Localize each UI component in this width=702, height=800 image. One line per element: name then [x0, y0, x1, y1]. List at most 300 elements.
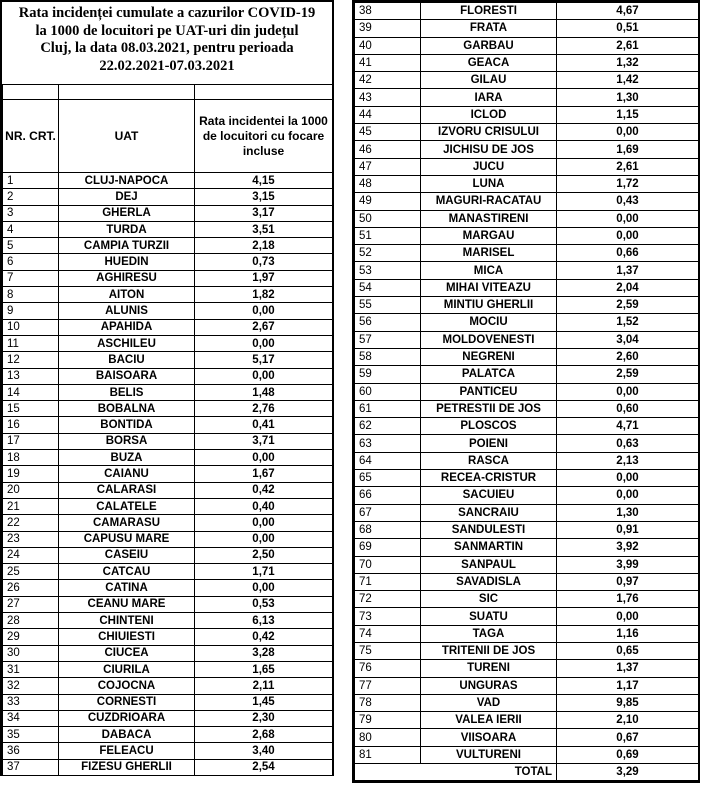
table-row: [3, 221, 333, 237]
row-number: 10: [3, 319, 59, 335]
table-row: [3, 498, 333, 514]
table-row: [355, 210, 699, 227]
row-number: 26: [3, 580, 59, 596]
incidence-rate: 2,50: [195, 547, 333, 563]
table-row: [3, 433, 333, 449]
uat-name: POIENI: [421, 435, 557, 452]
uat-name: HUEDIN: [59, 254, 195, 270]
left-table-panel: [0, 0, 334, 776]
uat-name: CATCAU: [59, 564, 195, 580]
row-number: 35: [3, 727, 59, 743]
table-row: [3, 303, 333, 319]
uat-name: UNGURAS: [421, 677, 557, 694]
uat-name: CAIANU: [59, 466, 195, 482]
uat-name: JUCU: [421, 158, 557, 175]
table-row: [3, 743, 333, 759]
row-number: 73: [355, 608, 421, 625]
uat-name: IARA: [421, 89, 557, 106]
incidence-rate: 0,53: [195, 596, 333, 612]
row-number: 46: [355, 141, 421, 158]
table-row: [355, 193, 699, 210]
row-number: 22: [3, 515, 59, 531]
row-number: 72: [355, 591, 421, 608]
row-number: 49: [355, 193, 421, 210]
uat-name: VALEA IERII: [421, 712, 557, 729]
row-number: 33: [3, 694, 59, 710]
row-number: 79: [355, 712, 421, 729]
right-table-panel: [352, 0, 700, 783]
incidence-rate: 0,00: [557, 124, 699, 141]
table-row: [3, 531, 333, 547]
row-number: 9: [3, 303, 59, 319]
row-number: 24: [3, 547, 59, 563]
uat-name: PALATCA: [421, 366, 557, 383]
incidence-rate: 1,42: [557, 72, 699, 89]
table-row: [355, 279, 699, 296]
incidence-rate: 9,85: [557, 694, 699, 711]
table-row: [355, 314, 699, 331]
uat-name: VULTURENI: [421, 746, 557, 763]
incidence-rate: 1,67: [195, 466, 333, 482]
row-number: 78: [355, 694, 421, 711]
uat-name: DABACA: [59, 727, 195, 743]
table-row: [3, 759, 333, 775]
row-number: 3: [3, 205, 59, 221]
uat-name: MAGURI-RACATAU: [421, 193, 557, 210]
table-row: [3, 238, 333, 254]
incidence-rate: 2,10: [557, 712, 699, 729]
uat-name: PLOSCOS: [421, 418, 557, 435]
table-row: [355, 591, 699, 608]
table-row: [355, 677, 699, 694]
uat-name: TAGA: [421, 625, 557, 642]
uat-name: CHIUIESTI: [59, 629, 195, 645]
incidence-rate: 2,61: [557, 158, 699, 175]
row-number: 16: [3, 417, 59, 433]
table-row: [3, 254, 333, 270]
incidence-rate: 0,43: [557, 193, 699, 210]
uat-name: TRITENII DE JOS: [421, 642, 557, 659]
total-label: TOTAL: [355, 764, 557, 781]
uat-name: GARBAU: [421, 37, 557, 54]
row-number: 45: [355, 124, 421, 141]
uat-name: FLORESTI: [421, 3, 557, 20]
uat-name: CALARASI: [59, 482, 195, 498]
table-row: [3, 727, 333, 743]
total-row: [355, 764, 699, 781]
row-number: 43: [355, 89, 421, 106]
incidence-rate: 0,73: [195, 254, 333, 270]
uat-name: VAD: [421, 694, 557, 711]
uat-name: FELEACU: [59, 743, 195, 759]
row-number: 11: [3, 335, 59, 351]
incidence-rate: 3,04: [557, 331, 699, 348]
row-number: 31: [3, 661, 59, 677]
row-number: 60: [355, 383, 421, 400]
incidence-rate: 0,00: [557, 210, 699, 227]
table-row: [355, 106, 699, 123]
row-number: 50: [355, 210, 421, 227]
incidence-rate: 1,30: [557, 89, 699, 106]
table-row: [3, 368, 333, 384]
table-row: [3, 384, 333, 400]
incidence-rate: 0,00: [195, 515, 333, 531]
uat-name: BOBALNA: [59, 401, 195, 417]
table-row: [355, 487, 699, 504]
incidence-rate: 0,00: [557, 470, 699, 487]
uat-name: MOCIU: [421, 314, 557, 331]
row-number: 25: [3, 564, 59, 580]
incidence-rate: 0,69: [557, 746, 699, 763]
uat-name: APAHIDA: [59, 319, 195, 335]
uat-name: FRATA: [421, 20, 557, 37]
uat-name: TURDA: [59, 221, 195, 237]
uat-name: SANMARTIN: [421, 539, 557, 556]
incidence-rate: 1,71: [195, 564, 333, 580]
row-number: 53: [355, 262, 421, 279]
table-row: [3, 205, 333, 221]
incidence-rate: 0,00: [557, 383, 699, 400]
incidence-rate: 1,52: [557, 314, 699, 331]
uat-name: JICHISU DE JOS: [421, 141, 557, 158]
uat-name: CAMPIA TURZII: [59, 238, 195, 254]
table-row: [3, 515, 333, 531]
row-number: 63: [355, 435, 421, 452]
incidence-rate: 0,91: [557, 521, 699, 538]
table-row: [355, 556, 699, 573]
table-row: [355, 348, 699, 365]
incidence-rate: 0,63: [557, 435, 699, 452]
uat-name: CIURILA: [59, 661, 195, 677]
table-row: [355, 3, 699, 20]
uat-name: GHERLA: [59, 205, 195, 221]
table-row: [3, 189, 333, 205]
table-row: [3, 352, 333, 368]
row-number: 68: [355, 521, 421, 538]
incidence-rate: 0,00: [195, 368, 333, 384]
table-row: [355, 694, 699, 711]
uat-name: ASCHILEU: [59, 335, 195, 351]
incidence-rate: 0,67: [557, 729, 699, 746]
row-number: 57: [355, 331, 421, 348]
row-number: 74: [355, 625, 421, 642]
uat-name: BORSA: [59, 433, 195, 449]
incidence-rate: 0,97: [557, 573, 699, 590]
uat-name: MIHAI VITEAZU: [421, 279, 557, 296]
incidence-rate: 2,59: [557, 366, 699, 383]
uat-name: CUZDRIOARA: [59, 710, 195, 726]
incidence-rate: 6,13: [195, 613, 333, 629]
uat-name: SAVADISLA: [421, 573, 557, 590]
incidence-rate: 1,17: [557, 677, 699, 694]
table-row: [3, 482, 333, 498]
title-line: Cluj, la data 08.03.2021, pentru perioada: [40, 40, 294, 56]
incidence-rate: 1,16: [557, 625, 699, 642]
uat-name: RECEA-CRISTUR: [421, 470, 557, 487]
table-row: [355, 746, 699, 763]
uat-name: GEACA: [421, 54, 557, 71]
table-row: [355, 712, 699, 729]
row-number: 1: [3, 173, 59, 189]
incidence-rate: 1,72: [557, 175, 699, 192]
row-number: 29: [3, 629, 59, 645]
uat-name: SANCRAIU: [421, 504, 557, 521]
table-row: [3, 710, 333, 726]
title-line: 22.02.2021-07.03.2021: [99, 57, 235, 74]
uat-name: BUZA: [59, 450, 195, 466]
table-row: [355, 141, 699, 158]
table-row: [3, 596, 333, 612]
incidence-table-right: [354, 2, 699, 781]
incidence-rate: 0,00: [557, 608, 699, 625]
incidence-rate: 3,40: [195, 743, 333, 759]
row-number: 2: [3, 189, 59, 205]
incidence-rate: 2,60: [557, 348, 699, 365]
row-number: 47: [355, 158, 421, 175]
incidence-rate: 1,69: [557, 141, 699, 158]
uat-name: BONTIDA: [59, 417, 195, 433]
incidence-rate: 3,71: [195, 433, 333, 449]
row-number: 54: [355, 279, 421, 296]
row-number: 48: [355, 175, 421, 192]
table-row: [355, 418, 699, 435]
uat-name: ICLOD: [421, 106, 557, 123]
table-row: [355, 37, 699, 54]
table-row: [355, 158, 699, 175]
total-value: 3,29: [557, 764, 699, 781]
uat-name: TURENI: [421, 660, 557, 677]
header-nr-crt: NR. CRT.: [3, 100, 59, 173]
incidence-rate: 3,15: [195, 189, 333, 205]
uat-name: MICA: [421, 262, 557, 279]
incidence-rate: 4,67: [557, 3, 699, 20]
table-row: [355, 400, 699, 417]
uat-name: MARISEL: [421, 245, 557, 262]
table-row: [355, 175, 699, 192]
table-row: [355, 435, 699, 452]
row-number: 51: [355, 227, 421, 244]
row-number: 81: [355, 746, 421, 763]
incidence-rate: 3,99: [557, 556, 699, 573]
incidence-rate: 0,66: [557, 245, 699, 262]
uat-name: LUNA: [421, 175, 557, 192]
incidence-table-left: [2, 84, 333, 776]
incidence-rate: 0,00: [195, 580, 333, 596]
row-number: 37: [3, 759, 59, 775]
table-row: [355, 54, 699, 71]
row-number: 71: [355, 573, 421, 590]
document-title: [0, 0, 334, 84]
table-row: [3, 417, 333, 433]
row-number: 6: [3, 254, 59, 270]
uat-name: GILAU: [421, 72, 557, 89]
incidence-rate: 2,04: [557, 279, 699, 296]
uat-name: VIISOARA: [421, 729, 557, 746]
table-row: [355, 539, 699, 556]
row-number: 30: [3, 645, 59, 661]
table-row: [3, 335, 333, 351]
row-number: 65: [355, 470, 421, 487]
table-row: [3, 580, 333, 596]
uat-name: CHINTENI: [59, 613, 195, 629]
row-number: 77: [355, 677, 421, 694]
table-row: [3, 319, 333, 335]
incidence-rate: 1,45: [195, 694, 333, 710]
table-row: [355, 331, 699, 348]
uat-name: CAMARASU: [59, 515, 195, 531]
incidence-rate: 1,97: [195, 270, 333, 286]
row-number: 61: [355, 400, 421, 417]
table-row: [355, 504, 699, 521]
uat-name: CAPUSU MARE: [59, 531, 195, 547]
uat-name: AITON: [59, 287, 195, 303]
uat-name: FIZESU GHERLII: [59, 759, 195, 775]
uat-name: SUATU: [421, 608, 557, 625]
row-number: 27: [3, 596, 59, 612]
incidence-rate: 1,32: [557, 54, 699, 71]
row-number: 59: [355, 366, 421, 383]
incidence-rate: 2,67: [195, 319, 333, 335]
row-number: 19: [3, 466, 59, 482]
row-number: 69: [355, 539, 421, 556]
uat-name: SANDULESTI: [421, 521, 557, 538]
row-number: 70: [355, 556, 421, 573]
incidence-rate: 3,17: [195, 205, 333, 221]
row-number: 4: [3, 221, 59, 237]
table-row: [3, 401, 333, 417]
row-number: 7: [3, 270, 59, 286]
table-row: [3, 629, 333, 645]
table-row: [355, 608, 699, 625]
row-number: 12: [3, 352, 59, 368]
row-number: 23: [3, 531, 59, 547]
table-row: [355, 625, 699, 642]
incidence-rate: 2,18: [195, 238, 333, 254]
title-line: Rata incidenței cumulate a cazurilor COVID-19: [18, 5, 316, 21]
incidence-rate: 2,30: [195, 710, 333, 726]
row-number: 5: [3, 238, 59, 254]
table-row: [3, 547, 333, 563]
uat-name: CATINA: [59, 580, 195, 596]
table-row: [355, 366, 699, 383]
uat-name: COJOCNA: [59, 678, 195, 694]
table-row: [355, 660, 699, 677]
incidence-rate: 0,00: [557, 227, 699, 244]
table-row: [355, 89, 699, 106]
incidence-rate: 1,48: [195, 384, 333, 400]
incidence-rate: 2,68: [195, 727, 333, 743]
incidence-rate: 1,37: [557, 262, 699, 279]
table-row: [3, 564, 333, 580]
incidence-rate: 2,13: [557, 452, 699, 469]
row-number: 20: [3, 482, 59, 498]
header-uat: UAT: [59, 100, 195, 173]
incidence-rate: 1,30: [557, 504, 699, 521]
row-number: 67: [355, 504, 421, 521]
incidence-rate: 0,51: [557, 20, 699, 37]
uat-name: PETRESTII DE JOS: [421, 400, 557, 417]
row-number: 76: [355, 660, 421, 677]
header-rate: Rata incidentei la 1000 de locuitori cu focare incluse: [195, 100, 333, 173]
row-number: 75: [355, 642, 421, 659]
row-number: 56: [355, 314, 421, 331]
incidence-rate: 2,59: [557, 297, 699, 314]
table-row: [355, 262, 699, 279]
incidence-rate: 1,15: [557, 106, 699, 123]
row-number: 62: [355, 418, 421, 435]
row-number: 13: [3, 368, 59, 384]
table-row: [355, 452, 699, 469]
uat-name: CLUJ-NAPOCA: [59, 173, 195, 189]
row-number: 36: [3, 743, 59, 759]
row-number: 34: [3, 710, 59, 726]
incidence-rate: 0,42: [195, 482, 333, 498]
row-number: 15: [3, 401, 59, 417]
table-row: [355, 729, 699, 746]
uat-name: CALATELE: [59, 498, 195, 514]
row-number: 14: [3, 384, 59, 400]
uat-name: PANTICEU: [421, 383, 557, 400]
table-row: [355, 245, 699, 262]
title-line: la 1000 de locuitori pe UAT-uri din județul: [35, 22, 299, 39]
incidence-rate: 2,61: [557, 37, 699, 54]
row-number: 40: [355, 37, 421, 54]
incidence-rate: 4,15: [195, 173, 333, 189]
incidence-rate: 1,37: [557, 660, 699, 677]
uat-name: CEANU MARE: [59, 596, 195, 612]
row-number: 44: [355, 106, 421, 123]
incidence-rate: 0,60: [557, 400, 699, 417]
incidence-rate: 1,76: [557, 591, 699, 608]
table-row: [355, 72, 699, 89]
row-number: 55: [355, 297, 421, 314]
uat-name: IZVORU CRISULUI: [421, 124, 557, 141]
row-number: 52: [355, 245, 421, 262]
uat-name: DEJ: [59, 189, 195, 205]
row-number: 64: [355, 452, 421, 469]
incidence-rate: 3,51: [195, 221, 333, 237]
table-row: [355, 521, 699, 538]
uat-name: CASEIU: [59, 547, 195, 563]
incidence-rate: 3,92: [557, 539, 699, 556]
uat-name: MOLDOVENESTI: [421, 331, 557, 348]
incidence-rate: 1,82: [195, 287, 333, 303]
uat-name: SIC: [421, 591, 557, 608]
incidence-rate: 3,28: [195, 645, 333, 661]
uat-name: SANPAUL: [421, 556, 557, 573]
table-row: [355, 470, 699, 487]
table-row: [3, 613, 333, 629]
incidence-rate: 0,42: [195, 629, 333, 645]
row-number: 8: [3, 287, 59, 303]
incidence-rate: 0,00: [195, 303, 333, 319]
row-number: 41: [355, 54, 421, 71]
uat-name: BELIS: [59, 384, 195, 400]
row-number: 32: [3, 678, 59, 694]
table-row: [355, 642, 699, 659]
table-row: [355, 20, 699, 37]
table-row: [3, 173, 333, 189]
row-number: 21: [3, 498, 59, 514]
table-row: [355, 573, 699, 590]
uat-name: AGHIRESU: [59, 270, 195, 286]
uat-name: CORNESTI: [59, 694, 195, 710]
row-number: 39: [355, 20, 421, 37]
incidence-rate: 1,65: [195, 661, 333, 677]
row-number: 18: [3, 450, 59, 466]
uat-name: ALUNIS: [59, 303, 195, 319]
incidence-rate: 2,54: [195, 759, 333, 775]
